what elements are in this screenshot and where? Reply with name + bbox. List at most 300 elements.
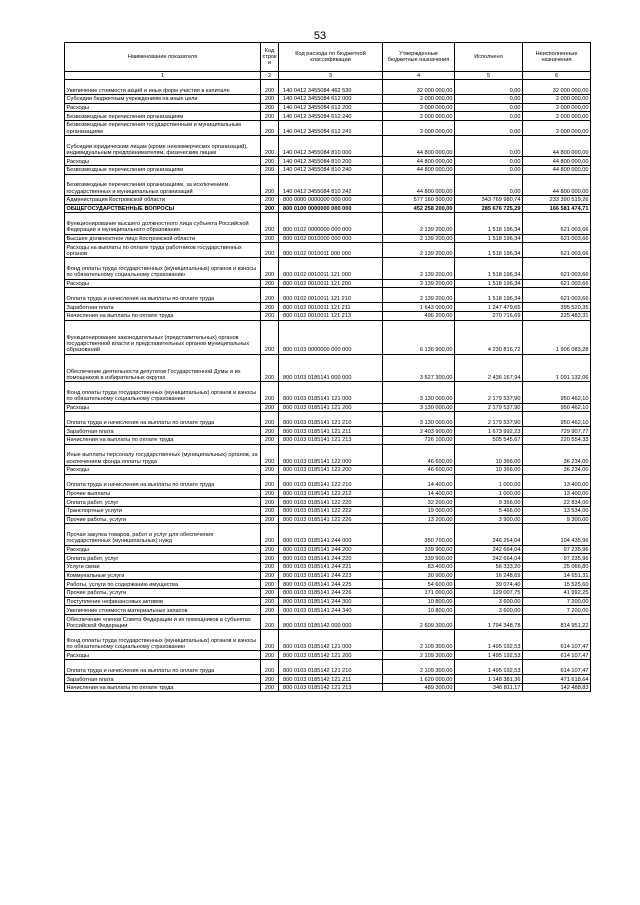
indicator-name: Оплата труда и начисления на выплаты по оплате труда	[65, 288, 261, 303]
executed-amount: 1 495 192,53	[455, 651, 523, 660]
table-row	[65, 213, 591, 234]
remaining-amount: 2 000 000,00	[523, 103, 591, 112]
remaining-amount: 950 462,10	[523, 403, 591, 412]
line-code: 200	[261, 515, 279, 524]
expense-code: 800 0103 0185141 122 000	[279, 444, 383, 465]
expense-code: 800 0103 0185141 121 211	[279, 427, 383, 436]
indicator-name: Расходы	[65, 545, 261, 554]
executed-amount: 346 811,17	[455, 683, 523, 692]
line-code: 200	[261, 95, 279, 104]
approved-amount: 350 700,00	[383, 524, 455, 545]
remaining-amount: 25 066,80	[523, 563, 591, 572]
line-code: 200	[261, 630, 279, 651]
executed-amount: 242 664,04	[455, 545, 523, 554]
indicator-name: Прочие работы, услуги	[65, 515, 261, 524]
table-row	[65, 288, 591, 303]
line-code: 200	[261, 606, 279, 615]
approved-amount: 1 643 000,00	[383, 303, 455, 312]
table-row	[65, 403, 591, 412]
indicator-name: Заработная плата	[65, 675, 261, 684]
column-index: 2	[261, 72, 279, 80]
expense-code: 800 0103 0185141 244 220	[279, 554, 383, 563]
line-code: 200	[261, 545, 279, 554]
line-code: 200	[261, 157, 279, 166]
table-row	[65, 498, 591, 507]
line-code: 200	[261, 279, 279, 288]
remaining-amount: 1 906 083,28	[523, 320, 591, 354]
expense-code: 140 0412 3455084 612 200	[279, 103, 383, 112]
expense-code: 140 0412 3455084 810 000	[279, 136, 383, 157]
table-row	[65, 80, 591, 95]
expense-code: 800 0103 0185142 121 213	[279, 683, 383, 692]
executed-amount: 242 664,04	[455, 554, 523, 563]
remaining-amount: 32 000 000,00	[523, 80, 591, 95]
remaining-amount: 621 003,66	[523, 243, 591, 258]
expense-code: 800 0103 0000000 000 000	[279, 320, 383, 354]
executed-amount: 0,00	[455, 157, 523, 166]
remaining-amount: 950 462,10	[523, 412, 591, 427]
expense-code: 800 0103 0185141 122 222	[279, 506, 383, 515]
line-code: 200	[261, 166, 279, 175]
indicator-name: Фонд оплаты труда государственных (муниципальных) органов и взносы по обязательному социальному страхованию	[65, 630, 261, 651]
indicator-name: Обеспечение членов Совета Федерации и их помощников в субъектах Российской Федерации	[65, 615, 261, 630]
executed-amount: 1 673 992,23	[455, 427, 523, 436]
executed-amount: 1 148 381,36	[455, 675, 523, 684]
approved-amount: 1 620 000,00	[383, 675, 455, 684]
executed-amount: 0,00	[455, 95, 523, 104]
remaining-amount: 950 462,10	[523, 382, 591, 403]
indicator-name: Услуги связи	[65, 563, 261, 572]
approved-amount: 10 800,00	[383, 597, 455, 606]
remaining-amount: 614 107,47	[523, 660, 591, 675]
approved-amount: 171 000,00	[383, 589, 455, 598]
table-row	[65, 243, 591, 258]
expense-code: 800 0103 0185141 122 212	[279, 489, 383, 498]
expense-code: 800 0100 0000000 000 000	[279, 204, 383, 213]
table-row	[65, 465, 591, 474]
line-code: 200	[261, 683, 279, 692]
expense-code: 800 0103 0185141 121 200	[279, 403, 383, 412]
expense-code: 800 0103 0185141 244 226	[279, 589, 383, 598]
expense-code: 800 0103 0185141 244 340	[279, 606, 383, 615]
line-code: 200	[261, 243, 279, 258]
indicator-name: Обеспечение деятельности депутатов Государственной Думы и их помощников в избирательных округах	[65, 354, 261, 382]
table-row	[65, 580, 591, 589]
approved-amount: 2 609 300,00	[383, 615, 455, 630]
table-row	[65, 630, 591, 651]
executed-amount: 16 248,69	[455, 571, 523, 580]
line-code: 200	[261, 651, 279, 660]
line-code: 200	[261, 589, 279, 598]
indicator-name: Коммунальные услуги	[65, 571, 261, 580]
indicator-name: Оплата работ, услуг	[65, 554, 261, 563]
executed-amount: 285 676 725,29	[455, 204, 523, 213]
approved-amount: 3 130 000,00	[383, 382, 455, 403]
expense-code: 800 0103 0185141 121 000	[279, 382, 383, 403]
line-code: 200	[261, 258, 279, 279]
indicator-name: Безвозмездные перечисления организациям	[65, 112, 261, 121]
remaining-amount: 621 003,66	[523, 213, 591, 234]
indicator-name: ОБЩЕГОСУДАРСТВЕННЫЕ ВОПРОСЫ	[65, 204, 261, 213]
line-code: 200	[261, 474, 279, 489]
approved-amount: 577 160 500,00	[383, 196, 455, 205]
indicator-name: Функционирование законодательных (представительных) органов государственной власти и представительных органов муниципальных образований	[65, 320, 261, 354]
indicator-name: Прочие работы, услуги	[65, 589, 261, 598]
table-row	[65, 354, 591, 382]
table-row	[65, 382, 591, 403]
remaining-amount: 44 800 000,00	[523, 174, 591, 195]
expense-code: 800 0103 0185141 244 223	[279, 571, 383, 580]
remaining-amount: 41 992,25	[523, 589, 591, 598]
table-row	[65, 515, 591, 524]
line-code: 200	[261, 563, 279, 572]
expense-code: 140 0412 3455084 810 200	[279, 157, 383, 166]
executed-amount: 246 264,04	[455, 524, 523, 545]
line-code: 200	[261, 524, 279, 545]
indicator-name: Безвозмездные перечисления государственным и муниципальным организациям	[65, 121, 261, 136]
table-row	[65, 606, 591, 615]
expense-code: 800 0103 0185141 121 213	[279, 435, 383, 444]
column-index: 4	[383, 72, 455, 80]
indicator-name: Оплата труда и начисления на выплаты по оплате труда	[65, 660, 261, 675]
approved-amount: 32 000 000,00	[383, 80, 455, 95]
indicator-name: Расходы	[65, 403, 261, 412]
executed-amount: 1 518 196,34	[455, 279, 523, 288]
remaining-amount: 220 554,33	[523, 435, 591, 444]
indicator-name: Иные выплаты персоналу государственных (муниципальных) органов, за исключением фонда оплаты труда	[65, 444, 261, 465]
line-code: 200	[261, 571, 279, 580]
remaining-amount: 233 390 519,26	[523, 196, 591, 205]
line-code: 200	[261, 382, 279, 403]
approved-amount: 2 109 300,00	[383, 630, 455, 651]
indicator-name: Фонд оплаты труда государственных (муниципальных) органов и взносы по обязательному социальному страхованию	[65, 258, 261, 279]
table-row	[65, 474, 591, 489]
table-row	[65, 524, 591, 545]
approved-amount: 496 200,00	[383, 312, 455, 321]
expense-code: 800 0102 0010011 121 000	[279, 258, 383, 279]
remaining-amount: 7 200,00	[523, 597, 591, 606]
table-row	[65, 489, 591, 498]
remaining-amount: 104 435,96	[523, 524, 591, 545]
remaining-amount: 13 400,00	[523, 474, 591, 489]
expense-code: 800 0102 0010011 121 200	[279, 279, 383, 288]
executed-amount: 1 518 196,34	[455, 258, 523, 279]
table-row	[65, 95, 591, 104]
executed-amount: 2 179 537,90	[455, 382, 523, 403]
remaining-amount: 621 003,66	[523, 288, 591, 303]
executed-amount: 1 518 196,34	[455, 234, 523, 243]
remaining-amount: 36 234,00	[523, 444, 591, 465]
table-row	[65, 554, 591, 563]
remaining-amount: 1 091 132,06	[523, 354, 591, 382]
indicator-name: Начисления на выплаты по оплате труда	[65, 683, 261, 692]
indicator-name: Заработная плата	[65, 427, 261, 436]
executed-amount: 10 366,00	[455, 465, 523, 474]
indicator-name: Прочие выплаты	[65, 489, 261, 498]
header-executed: Исполнено	[455, 43, 523, 72]
column-index: 3	[279, 72, 383, 80]
expense-code: 800 0103 0185141 122 226	[279, 515, 383, 524]
line-code: 200	[261, 234, 279, 243]
expense-code: 800 0103 0185141 122 210	[279, 474, 383, 489]
executed-amount: 0,00	[455, 121, 523, 136]
table-row	[65, 166, 591, 175]
expense-code: 800 0103 0185141 244 221	[279, 563, 383, 572]
header-approved: Утвержденные бюджетные назначения	[383, 43, 455, 72]
indicator-name: Увеличение стоимости материальных запасов	[65, 606, 261, 615]
remaining-amount: 22 834,00	[523, 498, 591, 507]
approved-amount: 44 800 000,00	[383, 166, 455, 175]
line-code: 200	[261, 444, 279, 465]
table-row	[65, 545, 591, 554]
remaining-amount: 13 400,00	[523, 489, 591, 498]
expense-code: 800 0103 0185141 244 200	[279, 545, 383, 554]
approved-amount: 2 109 300,00	[383, 660, 455, 675]
approved-amount: 83 400,00	[383, 563, 455, 572]
table-row	[65, 615, 591, 630]
expense-code: 800 0102 0000000 000 000	[279, 213, 383, 234]
executed-amount: 3 600,00	[455, 606, 523, 615]
table-row	[65, 435, 591, 444]
approved-amount: 14 400,00	[383, 474, 455, 489]
header-remaining: Неисполненные назначения	[523, 43, 591, 72]
executed-amount: 2 179 537,90	[455, 403, 523, 412]
table-row	[65, 506, 591, 515]
table-header-row	[65, 43, 591, 72]
table-row	[65, 204, 591, 213]
table-row	[65, 320, 591, 354]
remaining-amount: 36 234,00	[523, 465, 591, 474]
executed-amount: 39 074,40	[455, 580, 523, 589]
expense-code: 140 0412 3455084 612 241	[279, 121, 383, 136]
line-code: 200	[261, 121, 279, 136]
line-code: 200	[261, 354, 279, 382]
executed-amount: 5 466,00	[455, 506, 523, 515]
indicator-name: Прочая закупка товаров, работ и услуг для обеспечения государственных (муниципальных) нужд	[65, 524, 261, 545]
expense-code: 800 0102 0010011 121 211	[279, 303, 383, 312]
expense-code: 800 0103 0185142 121 210	[279, 660, 383, 675]
approved-amount: 2 139 200,00	[383, 213, 455, 234]
approved-amount: 2 139 200,00	[383, 288, 455, 303]
line-code: 200	[261, 80, 279, 95]
executed-amount: 129 007,75	[455, 589, 523, 598]
indicator-name: Субсидии бюджетным учреждениям на иные цели	[65, 95, 261, 104]
indicator-name: Оплата труда и начисления на выплаты по оплате труда	[65, 474, 261, 489]
indicator-name: Расходы	[65, 157, 261, 166]
remaining-amount: 814 951,22	[523, 615, 591, 630]
table-row	[65, 196, 591, 205]
executed-amount: 1 000,00	[455, 489, 523, 498]
remaining-amount: 142 488,83	[523, 683, 591, 692]
line-code: 200	[261, 580, 279, 589]
executed-amount: 4 230 816,72	[455, 320, 523, 354]
remaining-amount: 2 000 000,00	[523, 95, 591, 104]
executed-amount: 0,00	[455, 166, 523, 175]
table-row	[65, 157, 591, 166]
expense-code: 800 0103 0185141 000 000	[279, 354, 383, 382]
table-row	[65, 279, 591, 288]
approved-amount: 2 139 200,00	[383, 243, 455, 258]
remaining-amount: 614 107,47	[523, 651, 591, 660]
line-code: 200	[261, 427, 279, 436]
line-code: 200	[261, 498, 279, 507]
indicator-name: Безвозмездные перечисления организациям	[65, 166, 261, 175]
line-code: 200	[261, 196, 279, 205]
approved-amount: 6 136 900,00	[383, 320, 455, 354]
table-row	[65, 121, 591, 136]
executed-amount: 1 794 348,78	[455, 615, 523, 630]
remaining-amount: 44 800 000,00	[523, 157, 591, 166]
approved-amount: 339 900,00	[383, 554, 455, 563]
line-code: 200	[261, 288, 279, 303]
column-index: 1	[65, 72, 261, 80]
approved-amount: 2 000 000,00	[383, 112, 455, 121]
indicator-name: Расходы	[65, 103, 261, 112]
table-row	[65, 660, 591, 675]
approved-amount: 14 400,00	[383, 489, 455, 498]
approved-amount: 2 403 900,00	[383, 427, 455, 436]
expense-code: 800 0103 0185141 122 220	[279, 498, 383, 507]
table-row	[65, 651, 591, 660]
approved-amount: 19 000,00	[383, 506, 455, 515]
approved-amount: 2 139 200,00	[383, 234, 455, 243]
executed-amount: 0,00	[455, 174, 523, 195]
approved-amount: 3 527 300,00	[383, 354, 455, 382]
remaining-amount: 225 483,31	[523, 312, 591, 321]
line-code: 200	[261, 136, 279, 157]
remaining-amount: 15 525,60	[523, 580, 591, 589]
remaining-amount: 614 107,47	[523, 630, 591, 651]
approved-amount: 30 900,00	[383, 571, 455, 580]
table-row	[65, 597, 591, 606]
indicator-name: Оплата труда и начисления на выплаты по оплате труда	[65, 412, 261, 427]
expense-code: 140 0412 3455084 612 240	[279, 112, 383, 121]
remaining-amount: 621 003,66	[523, 234, 591, 243]
indicator-name: Расходы	[65, 279, 261, 288]
expense-code: 800 0103 0185141 244 225	[279, 580, 383, 589]
indicator-name: Поступление нефинансовых активов	[65, 597, 261, 606]
expense-code: 140 0412 3455084 462 530	[279, 80, 383, 95]
indicator-name: Расходы	[65, 465, 261, 474]
indicator-name: Функционирование высшего должностного лица субъекта Российской Федерации и муниципального образования	[65, 213, 261, 234]
expense-code: 800 0103 0185141 121 210	[279, 412, 383, 427]
remaining-amount: 729 907,77	[523, 427, 591, 436]
executed-amount: 0,00	[455, 136, 523, 157]
indicator-name: Работы, услуги по содержанию имущества	[65, 580, 261, 589]
page-number: 53	[313, 30, 327, 42]
remaining-amount: 7 200,00	[523, 606, 591, 615]
approved-amount: 3 130 000,00	[383, 412, 455, 427]
line-code: 200	[261, 506, 279, 515]
executed-amount: 56 333,20	[455, 563, 523, 572]
approved-amount: 10 800,00	[383, 606, 455, 615]
approved-amount: 2 000 000,00	[383, 103, 455, 112]
indicator-name: Субсидии юридическим лицам (кроме некоммерческих организаций), индивидуальным предпринимателям, физическим лицам	[65, 136, 261, 157]
approved-amount: 32 200,00	[383, 498, 455, 507]
approved-amount: 726 100,00	[383, 435, 455, 444]
indicator-name: Безвозмездные перечисления организациям, за исключением государственных и муниципальных организаций	[65, 174, 261, 195]
executed-amount: 2 436 167,94	[455, 354, 523, 382]
table-row	[65, 103, 591, 112]
expense-code: 800 0103 0185141 244 000	[279, 524, 383, 545]
executed-amount: 1 495 192,53	[455, 630, 523, 651]
table-row	[65, 234, 591, 243]
expense-code: 800 0103 0185141 244 300	[279, 597, 383, 606]
table-row	[65, 303, 591, 312]
remaining-amount: 97 235,96	[523, 554, 591, 563]
line-code: 200	[261, 312, 279, 321]
executed-amount: 1 518 196,34	[455, 213, 523, 234]
remaining-amount: 166 581 474,71	[523, 204, 591, 213]
table-row	[65, 312, 591, 321]
approved-amount: 2 000 000,00	[383, 121, 455, 136]
executed-amount: 0,00	[455, 80, 523, 95]
table-row	[65, 174, 591, 195]
line-code: 200	[261, 303, 279, 312]
table-row	[65, 571, 591, 580]
remaining-amount: 621 003,66	[523, 258, 591, 279]
table-row	[65, 683, 591, 692]
approved-amount: 489 300,00	[383, 683, 455, 692]
line-code: 200	[261, 112, 279, 121]
executed-amount: 1 495 192,53	[455, 660, 523, 675]
line-code: 200	[261, 204, 279, 213]
executed-amount: 0,00	[455, 103, 523, 112]
remaining-amount: 44 800 000,00	[523, 166, 591, 175]
approved-amount: 2 139 200,00	[383, 279, 455, 288]
executed-amount: 3 600,00	[455, 597, 523, 606]
line-code: 200	[261, 320, 279, 354]
remaining-amount: 13 534,00	[523, 506, 591, 515]
executed-amount: 0,00	[455, 112, 523, 121]
line-code: 200	[261, 213, 279, 234]
line-code: 200	[261, 660, 279, 675]
indicator-name: Начисления на выплаты по оплате труда	[65, 435, 261, 444]
table-row	[65, 136, 591, 157]
executed-amount: 343 769 980,74	[455, 196, 523, 205]
indicator-name: Расходы	[65, 651, 261, 660]
approved-amount: 54 600,00	[383, 580, 455, 589]
expense-code: 140 0412 3455084 612 000	[279, 95, 383, 104]
remaining-amount: 9 300,00	[523, 515, 591, 524]
line-code: 200	[261, 554, 279, 563]
expense-code: 800 0102 0010000 000 000	[279, 234, 383, 243]
table-row	[65, 675, 591, 684]
table-row	[65, 444, 591, 465]
column-index: 5	[455, 72, 523, 80]
table-row	[65, 112, 591, 121]
line-code: 200	[261, 174, 279, 195]
expense-code: 140 0412 3455084 810 242	[279, 174, 383, 195]
line-code: 200	[261, 103, 279, 112]
approved-amount: 44 800 000,00	[383, 157, 455, 166]
approved-amount: 13 200,00	[383, 515, 455, 524]
line-code: 200	[261, 435, 279, 444]
executed-amount: 9 366,00	[455, 498, 523, 507]
line-code: 200	[261, 412, 279, 427]
approved-amount: 3 130 000,00	[383, 403, 455, 412]
approved-amount: 44 800 000,00	[383, 174, 455, 195]
table-row	[65, 258, 591, 279]
line-code: 200	[261, 403, 279, 412]
approved-amount: 2 109 300,00	[383, 651, 455, 660]
table-row	[65, 563, 591, 572]
remaining-amount: 14 651,31	[523, 571, 591, 580]
expense-code: 800 0000 0000000 000 000	[279, 196, 383, 205]
indicator-name: Заработная плата	[65, 303, 261, 312]
executed-amount: 270 716,69	[455, 312, 523, 321]
table-row	[65, 427, 591, 436]
